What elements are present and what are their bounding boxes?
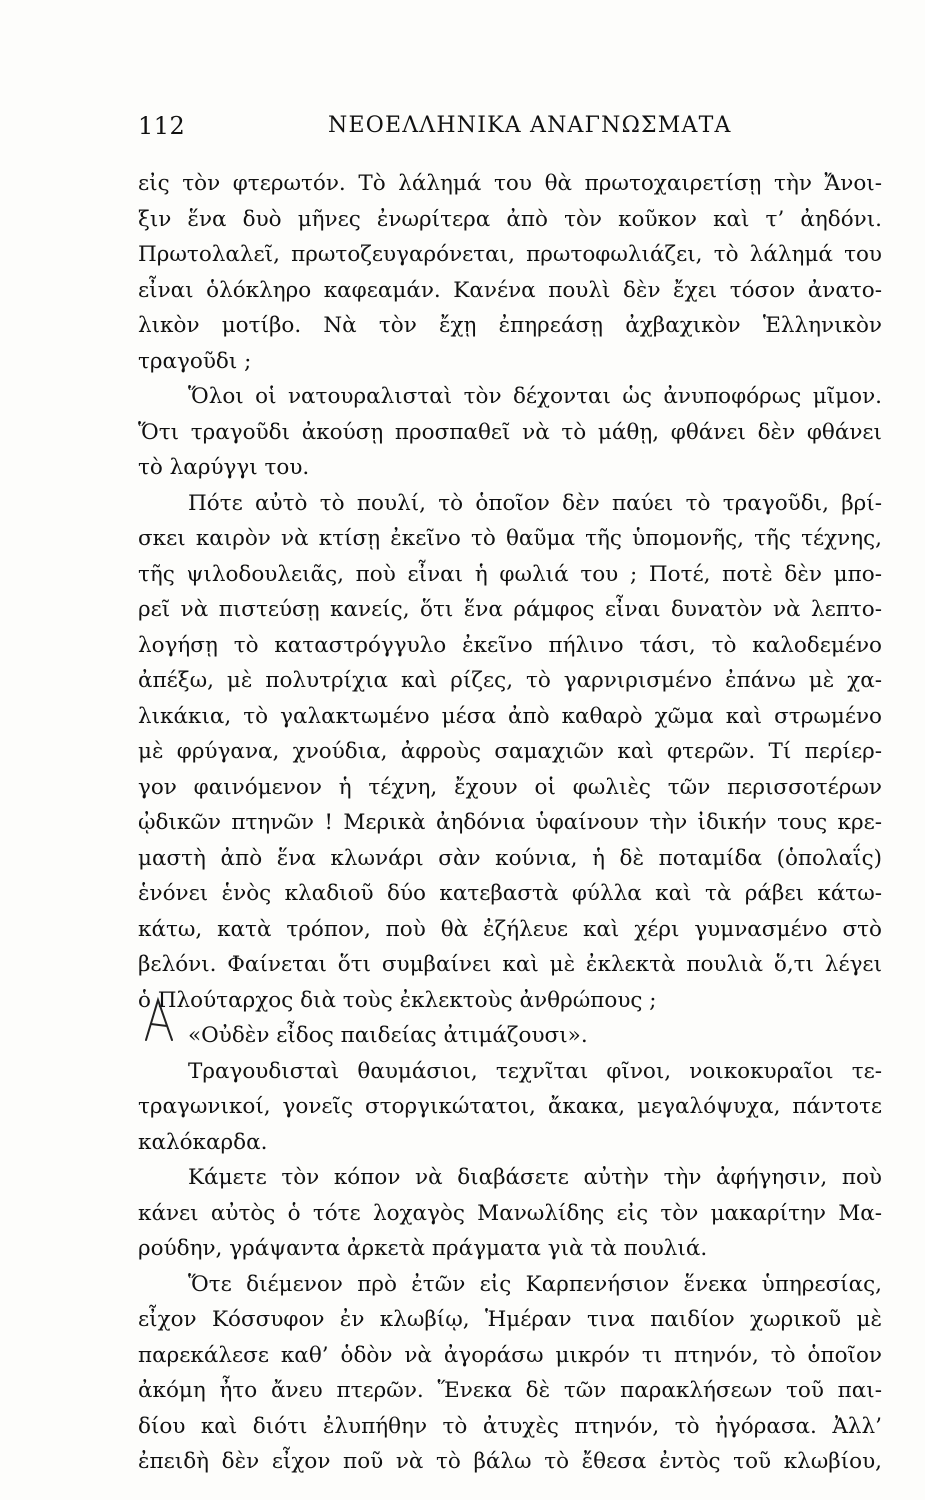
- text-line: εἶχον Κόσσυφον ἐν κλωβίῳ, Ἡμέραν τινα παιδίον χωρικοῦ μὲ: [138, 1307, 882, 1332]
- quotation-line: «Οὐδὲν εἶδος παιδείας ἀτιμάζουσι».: [188, 1023, 588, 1048]
- text-line: κάτω, κατὰ τρόπον, ποὺ θὰ ἐζήλευε καὶ χέρι γυμνασμένο στὸ: [138, 916, 882, 942]
- text-line: λογήσῃ τὸ καταστρόγγυλο ἐκεῖνο πήλινο τάσι, τὸ καλοδεμένο: [138, 632, 882, 658]
- text-line: λικὸν μοτίβο. Νὰ τὸν ἔχῃ ἐπηρεάσῃ ἀχβαχικὸν Ἑλληνικὸν: [138, 313, 882, 338]
- text-line: καλόκαρδα.: [138, 1129, 268, 1155]
- text-line: Κάμετε τὸν κόπον νὰ διαβάσετε αὐτὴν τὴν ἀφήγησιν, ποὺ: [188, 1165, 882, 1190]
- text-line: ἑνόνει ἑνὸς κλαδιοῦ δύο κατεβαστὰ φύλλα καὶ τὰ ράβει κάτω-: [138, 881, 882, 906]
- text-line: Τραγουδισταὶ θαυμάσιοι, τεχνῖται φῖνοι, νοικοκυραῖοι τε-: [188, 1058, 882, 1084]
- page-header: [138, 112, 880, 146]
- page-number: 112: [138, 112, 186, 140]
- text-line: λικάκια, τὸ γαλακτωμένο μέσα ἀπὸ καθαρὸ χῶμα καὶ στρωμένο: [138, 703, 882, 729]
- text-line: Πρωτολαλεῖ, πρωτοζευγαρόνεται, πρωτοφωλιάζει, τὸ λάλημά του: [138, 242, 882, 267]
- handwritten-margin-mark: [142, 996, 178, 1042]
- text-line: τῆς ψιλοδουλειᾶς, ποὺ εἶναι ἡ φωλιά του ; Ποτέ, ποτὲ δὲν μπο-: [138, 561, 882, 587]
- text-line: σκει καιρὸν νὰ κτίσῃ ἐκεῖνο τὸ θαῦμα τῆς ὑπομονῆς, τῆς τέχνης,: [138, 526, 882, 551]
- text-line: Πότε αὐτὸ τὸ πουλί, τὸ ὁποῖον δὲν παύει τὸ τραγοῦδι, βρί-: [188, 490, 882, 516]
- text-line: τραγοῦδι ;: [138, 348, 252, 374]
- text-line: τὸ λαρύγγι του.: [138, 455, 310, 480]
- text-line: ρεῖ νὰ πιστεύσῃ κανείς, ὅτι ἕνα ράμφος εἶναι δυνατὸν νὰ λεπτο-: [138, 597, 882, 622]
- text-line: δίου καὶ διότι ἐλυπήθην τὸ ἀτυχὲς πτηνόν, τὸ ἠγόρασα. Ἀλλ’: [138, 1413, 882, 1439]
- text-line: γον φαινόμενον ἡ τέχνη, ἔχουν οἱ φωλιὲς τῶν περισσοτέρων: [138, 774, 882, 800]
- text-line: ρούδην, γράψαντα ἀρκετὰ πράγματα γιὰ τὰ πουλιά.: [138, 1236, 708, 1261]
- text-line: ἐπειδὴ δὲν εἶχον ποῦ νὰ τὸ βάλω τὸ ἔθεσα ἐντὸς τοῦ κλωβίου,: [138, 1449, 882, 1474]
- text-line: Ὅτε διέμενον πρὸ ἐτῶν εἰς Καρπενήσιον ἕνεκα ὑπηρεσίας,: [188, 1271, 882, 1297]
- text-line: εἰς τὸν φτερωτόν. Τὸ λάλημά του θὰ πρωτοχαιρετίσῃ τὴν Ἄνοι-: [138, 171, 882, 196]
- text-line: ὁ Πλούταρχος διὰ τοὺς ἐκλεκτοὺς ἀνθρώπους ;: [138, 987, 657, 1013]
- text-line: Ὅλοι οἱ νατουραλισταὶ τὸν δέχονται ὡς ἀνυποφόρως μῖμον.: [188, 384, 882, 409]
- text-line: εἶναι ὁλόκληρο καφεαμάν. Κανένα πουλὶ δὲν ἔχει τόσον ἀνατο-: [138, 277, 882, 303]
- running-head: ΝΕΟΕΛΛΗΝΙΚΑ ΑΝΑΓΝΩΣΜΑΤΑ: [328, 113, 732, 138]
- text-line: ἀπέξω, μὲ πολυτρίχια καὶ ρίζες, τὸ γαρνιρισμένο ἐπάνω μὲ χα-: [138, 668, 882, 693]
- text-line: παρεκάλεσε καθ’ ὁδὸν νὰ ἀγοράσω μικρόν τι πτηνόν, τὸ ὁποῖον: [138, 1342, 882, 1368]
- text-line: τραγωνικοί, γονεῖς στοργικώτατοι, ἄκακα, μεγαλόψυχα, πάντοτε: [138, 1094, 882, 1119]
- text-line: μὲ φρύγανα, χνούδια, ἀφροὺς σαμαχιῶν καὶ φτερῶν. Τί περίερ-: [138, 739, 882, 764]
- text-line: ἀκόμη ἦτο ἄνευ πτερῶν. Ἕνεκα δὲ τῶν παρακλήσεων τοῦ παι-: [138, 1378, 882, 1403]
- text-line: βελόνι. Φαίνεται ὅτι συμβαίνει καὶ μὲ ἐκλεκτὰ πουλιὰ ὅ,τι λέγει: [138, 952, 882, 977]
- text-line: ξιν ἕνα δυὸ μῆνες ἐνωρίτερα ἀπὸ τὸν κοῦκον καὶ τ’ ἀηδόνι.: [138, 206, 882, 232]
- body-text: [138, 166, 882, 1480]
- text-line: μαστὴ ἀπὸ ἕνα κλωνάρι σὰν κούνια, ἡ δὲ ποταμίδα (ὁπολαΐς): [138, 845, 882, 871]
- text-line: κάνει αὐτὸς ὁ τότε λοχαγὸς Μανωλίδης εἰς τὸν μακαρίτην Μα-: [138, 1200, 882, 1226]
- text-line: Ὅτι τραγοῦδι ἀκούσῃ προσπαθεῖ νὰ τὸ μάθῃ, φθάνει δὲν φθάνει: [138, 419, 882, 445]
- text-line: ᾠδικῶν πτηνῶν ! Μερικὰ ἀηδόνια ὑφαίνουν τὴν ἰδικήν τους κρε-: [138, 810, 882, 835]
